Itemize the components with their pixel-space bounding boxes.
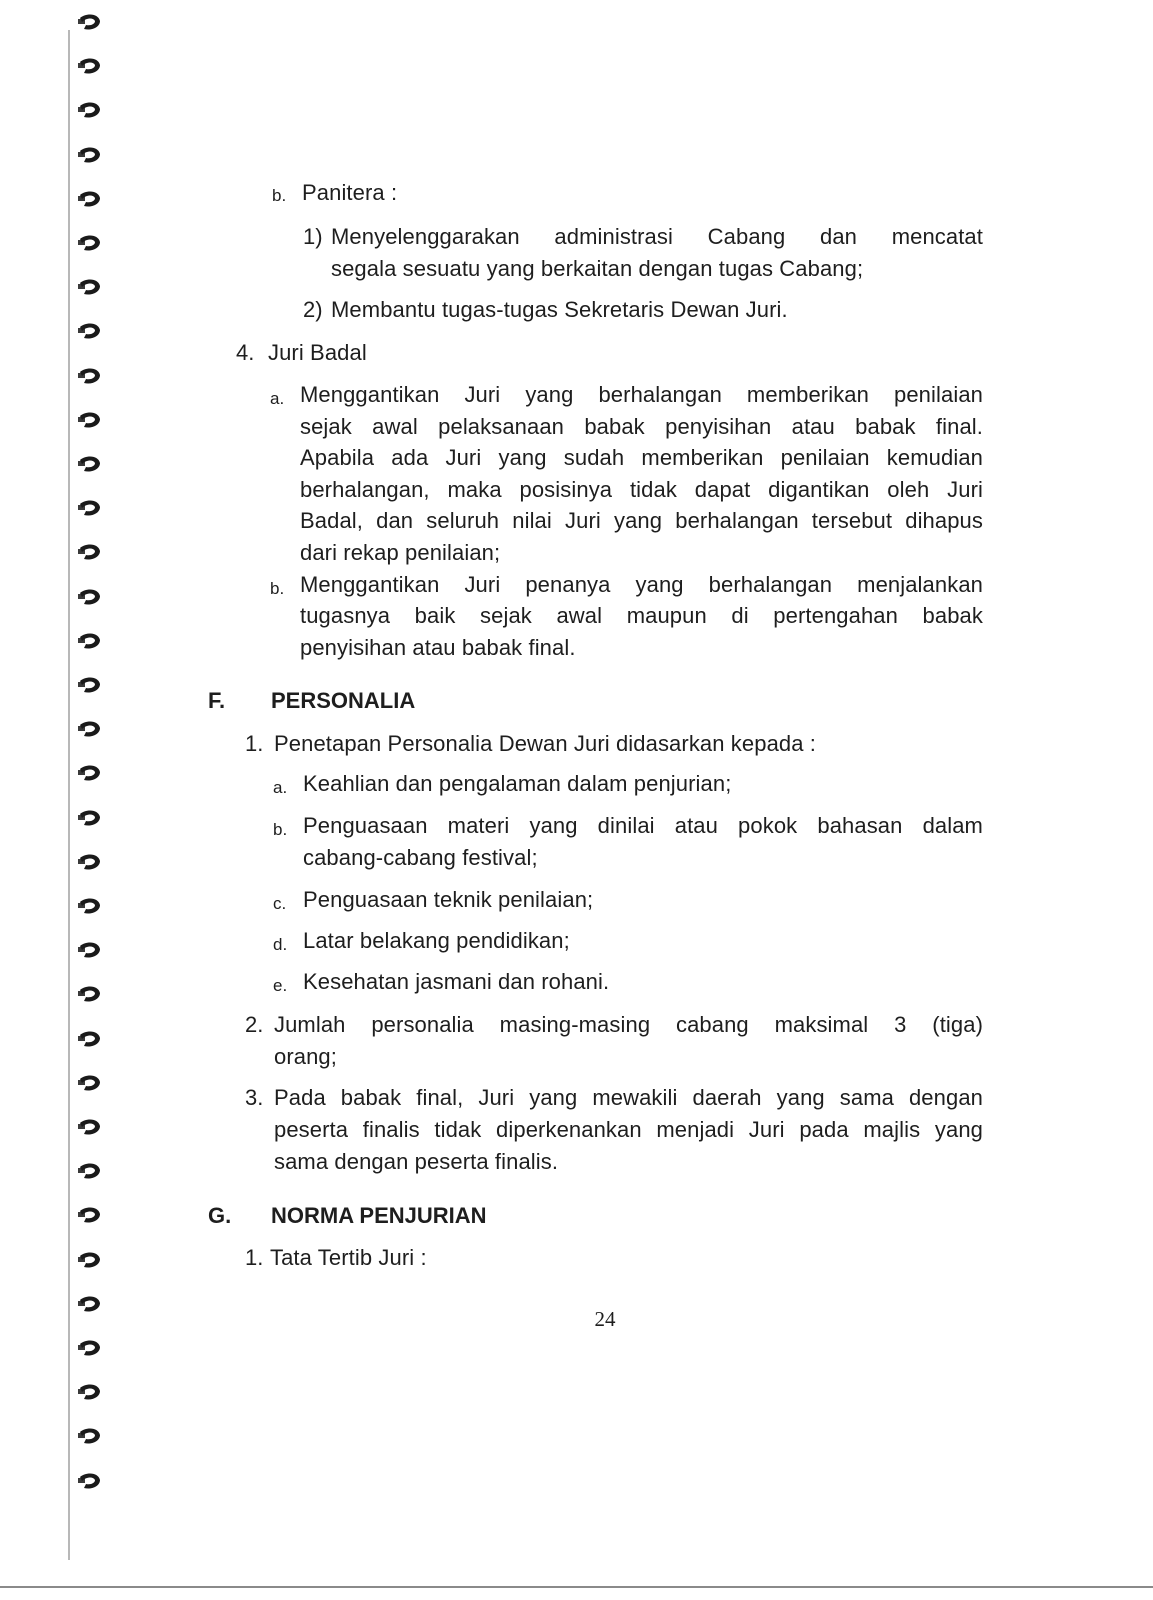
personalia-sub-c-line-1: Penguasaan teknik penilaian; xyxy=(303,887,594,912)
juri-badal-a-line-4: berhalangan, maka posisinya tidak dapat digantikan oleh Juri xyxy=(300,477,983,502)
personalia-item-3-line-2: peserta finalis tidak diperkenankan menjadi Juri pada majlis yang xyxy=(274,1117,983,1142)
binding-ring xyxy=(78,675,102,695)
binding-ring xyxy=(78,1161,102,1181)
binding-ring xyxy=(78,719,102,739)
personalia-sub-a-marker: a. xyxy=(273,778,288,797)
binding-ring xyxy=(78,366,102,386)
juri-badal-a-marker: a. xyxy=(270,389,285,408)
personalia-item-1-line-1: Penetapan Personalia Dewan Juri didasarkan kepada : xyxy=(274,731,817,756)
personalia-sub-d-marker: d. xyxy=(273,935,288,954)
juri-badal-a-line-6: dari rekap penilaian; xyxy=(300,540,501,565)
binding-ring xyxy=(78,808,102,828)
binding-ring xyxy=(78,498,102,518)
binding-ring xyxy=(78,321,102,341)
juri-badal-b-line-3: penyisihan atau babak final. xyxy=(300,635,576,660)
juri-badal-b-marker: b. xyxy=(270,579,285,598)
juri-badal-number: 4. xyxy=(236,340,255,365)
binding-ring xyxy=(78,1073,102,1093)
binding-ring xyxy=(78,542,102,562)
binding-ring xyxy=(78,763,102,783)
binding-ring xyxy=(78,145,102,165)
section-f-title: PERSONALIA xyxy=(271,688,416,713)
binding-ring xyxy=(78,896,102,916)
juri-badal-a-line-1: Menggantikan Juri yang berhalangan memberikan penilaian xyxy=(300,382,983,407)
binding-edge xyxy=(68,30,70,1560)
section-g-title: NORMA PENJURIAN xyxy=(271,1203,487,1228)
binding-ring xyxy=(78,410,102,430)
personalia-item-2-number: 2. xyxy=(245,1012,264,1037)
personalia-item-3-line-1: Pada babak final, Juri yang mewakili daerah yang sama dengan xyxy=(274,1085,983,1110)
norma-item-1-line-1: Tata Tertib Juri : xyxy=(270,1245,427,1270)
juri-badal-a-line-3: Apabila ada Juri yang sudah memberikan penilaian kemudian xyxy=(300,445,983,470)
binding-ring xyxy=(78,940,102,960)
norma-item-1-number: 1. xyxy=(245,1245,264,1270)
juri-badal-b-line-2: tugasnya baik sejak awal maupun di pertengahan babak xyxy=(300,603,983,628)
personalia-item-1-number: 1. xyxy=(245,731,264,756)
personalia-item-2-line-1: Jumlah personalia masing-masing cabang maksimal 3 (tiga) xyxy=(274,1012,983,1037)
binding-ring xyxy=(78,631,102,651)
juri-badal-b-line-1: Menggantikan Juri penanya yang berhalangan menjalankan xyxy=(300,572,983,597)
binding-ring xyxy=(78,1294,102,1314)
juri-badal-a-line-5: Badal, dan seluruh nilai Juri yang berhalangan tersebut dihapus xyxy=(300,508,983,533)
binding-ring xyxy=(78,1382,102,1402)
section-f-letter: F. xyxy=(208,688,226,713)
binding-ring xyxy=(78,1117,102,1137)
panitera-title: Panitera : xyxy=(302,180,398,205)
juri-badal-a-line-2: sejak awal pelaksanaan babak penyisihan atau babak final. xyxy=(300,414,983,439)
binding-ring xyxy=(78,233,102,253)
binding-ring xyxy=(78,852,102,872)
binding-ring xyxy=(78,454,102,474)
panitera-item-1-line-2: segala sesuatu yang berkaitan dengan tugas Cabang; xyxy=(331,256,864,281)
binding-ring xyxy=(78,587,102,607)
binding-ring xyxy=(78,984,102,1004)
personalia-sub-d-line-1: Latar belakang pendidikan; xyxy=(303,928,570,953)
page-number: 24 xyxy=(594,1307,616,1331)
binding-ring xyxy=(78,1471,102,1491)
panitera-marker: b. xyxy=(272,186,287,205)
personalia-sub-b-line-1: Penguasaan materi yang dinilai atau pokok bahasan dalam xyxy=(303,813,983,838)
binding-ring xyxy=(78,189,102,209)
section-g-letter: G. xyxy=(208,1203,232,1228)
scan-bottom-edge xyxy=(0,1586,1153,1588)
personalia-sub-c-marker: c. xyxy=(273,894,287,913)
personalia-item-2-line-2: orang; xyxy=(274,1044,337,1069)
personalia-sub-a-line-1: Keahlian dan pengalaman dalam penjurian; xyxy=(303,771,732,796)
binding-ring xyxy=(78,277,102,297)
personalia-sub-b-line-2: cabang-cabang festival; xyxy=(303,845,538,870)
personalia-item-3-line-3: sama dengan peserta finalis. xyxy=(274,1149,559,1174)
panitera-item-2-line-1: Membantu tugas-tugas Sekretaris Dewan Juri. xyxy=(331,297,788,322)
binding-ring xyxy=(78,1426,102,1446)
personalia-sub-b-marker: b. xyxy=(273,820,288,839)
binding-ring xyxy=(78,100,102,120)
binding-ring xyxy=(78,1338,102,1358)
binding-ring xyxy=(78,1205,102,1225)
panitera-item-2-number: 2) xyxy=(303,297,323,322)
binding-ring xyxy=(78,1250,102,1270)
juri-badal-title: Juri Badal xyxy=(268,340,367,365)
binding-ring xyxy=(78,1029,102,1049)
panitera-item-1-line-1: Menyelenggarakan administrasi Cabang dan mencatat xyxy=(331,224,983,249)
panitera-item-1-number: 1) xyxy=(303,224,323,249)
spiral-binding xyxy=(30,0,100,1600)
binding-ring xyxy=(78,12,102,32)
personalia-sub-e-marker: e. xyxy=(273,976,288,995)
personalia-sub-e-line-1: Kesehatan jasmani dan rohani. xyxy=(303,969,610,994)
binding-ring xyxy=(78,56,102,76)
personalia-item-3-number: 3. xyxy=(245,1085,264,1110)
